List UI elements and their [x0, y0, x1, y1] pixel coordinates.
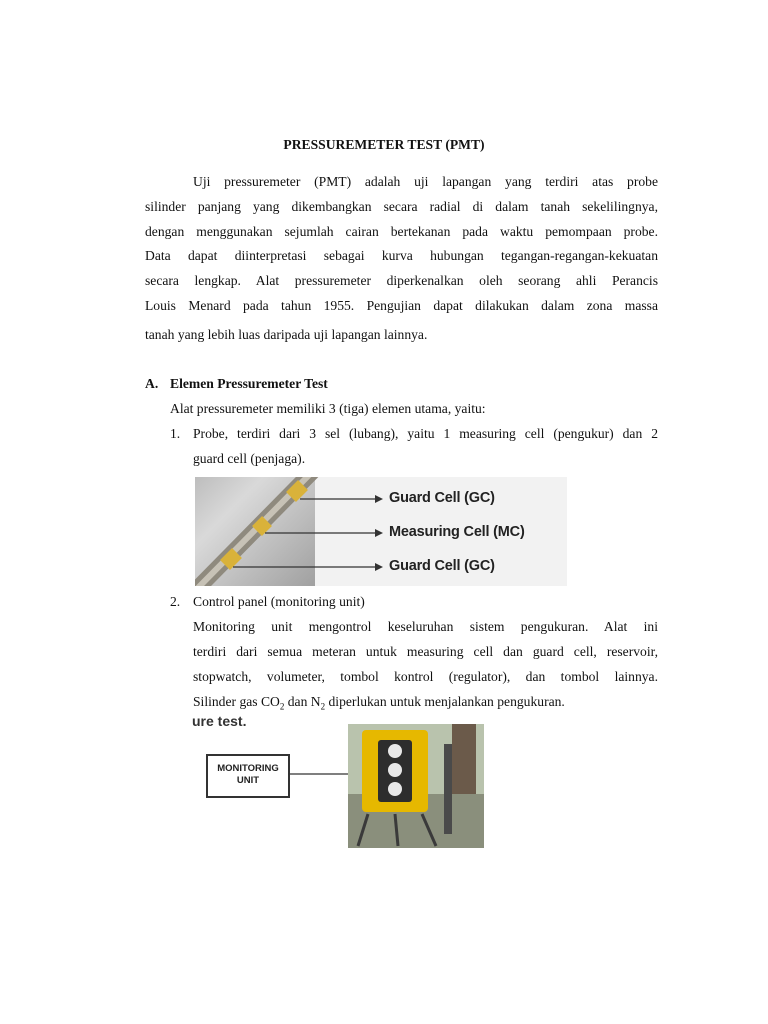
- label-measuring-cell: Measuring Cell (MC): [389, 524, 525, 540]
- monitoring-unit-figure: [192, 716, 488, 848]
- arrow-head-2: [375, 529, 383, 537]
- intro-line-6: Louis Menard pada tahun 1955. Pengujian dapat dilakukan dalam zona massa: [145, 298, 658, 313]
- page-title: PRESSUREMETER TEST (PMT): [283, 137, 485, 152]
- label-guard-cell-top: Guard Cell (GC): [389, 490, 495, 506]
- gas-text-post: diperlukan untuk menjalankan pengukuran.: [325, 694, 565, 709]
- gas-text-mid: dan N: [284, 694, 321, 709]
- gauge-3: [388, 782, 402, 796]
- guard-cell-band-top: [291, 485, 303, 497]
- person-figure: [452, 724, 476, 794]
- arrow-head-1: [375, 495, 383, 503]
- section-a-lead: Alat pressuremeter memiliki 3 (tiga) elemen utama, yaitu:: [170, 401, 486, 416]
- co2-subscript: 2: [279, 701, 285, 712]
- monitoring-unit-photo: [348, 724, 484, 848]
- intro-line-2: silinder panjang yang dikembangkan secara radial di dalam tanah sekelilingnya,: [145, 199, 658, 214]
- item-2-heading: Control panel (monitoring unit): [193, 594, 365, 609]
- gauge-1: [388, 744, 402, 758]
- item-2-number: 2.: [170, 594, 181, 609]
- figure-cropped-caption: ure test.: [192, 716, 247, 728]
- pole: [444, 744, 452, 834]
- section-a-heading: Elemen Pressuremeter Test: [170, 376, 328, 391]
- item-2-line-1: Monitoring unit mengontrol keseluruhan sistem pengukuran. Alat ini: [193, 619, 658, 634]
- item-2-line-2: terdiri dari semua meteran untuk measuring cell dan guard cell, reservoir,: [193, 644, 658, 659]
- intro-line-3: dengan menggunakan sejumlah cairan bertekanan pada waktu pemompaan probe.: [145, 224, 658, 239]
- item-2-line-3: stopwatch, volumeter, tombol kontrol (regulator), dan tombol lainnya.: [193, 669, 658, 684]
- item-2-line-4: [193, 694, 565, 712]
- intro-line-5: secara lengkap. Alat pressuremeter diperkenalkan oleh seorang ahli Perancis: [145, 273, 658, 288]
- gas-text-pre: Silinder gas CO: [193, 694, 280, 709]
- item-1-line-2: guard cell (penjaga).: [193, 451, 306, 466]
- monitoring-unit-illustration: [348, 724, 484, 848]
- monitoring-label-line-2: UNIT: [236, 775, 260, 786]
- monitoring-label-line-1: MONITORING: [217, 763, 279, 774]
- arrow-head-3: [375, 563, 383, 571]
- measuring-cell-band: [257, 521, 267, 531]
- item-1-number: 1.: [170, 426, 181, 441]
- probe-figure: [195, 477, 567, 586]
- label-guard-cell-bottom: Guard Cell (GC): [389, 558, 495, 574]
- intro-line-7: tanah yang lebih luas daripada uji lapangan lainnya.: [145, 327, 428, 342]
- section-a-letter: A.: [145, 376, 159, 391]
- intro-line-4: Data dapat diinterpretasi sebagai kurva hubungan tegangan-regangan-kekuatan: [145, 248, 658, 263]
- gauge-2: [388, 763, 402, 777]
- guard-cell-band-bottom: [225, 553, 237, 565]
- item-1-line-1: Probe, terdiri dari 3 sel (lubang), yaitu 1 measuring cell (pengukur) dan 2: [193, 426, 658, 441]
- n2-subscript: 2: [320, 701, 326, 712]
- intro-line-1: Uji pressuremeter (PMT) adalah uji lapangan yang terdiri atas probe: [193, 174, 658, 189]
